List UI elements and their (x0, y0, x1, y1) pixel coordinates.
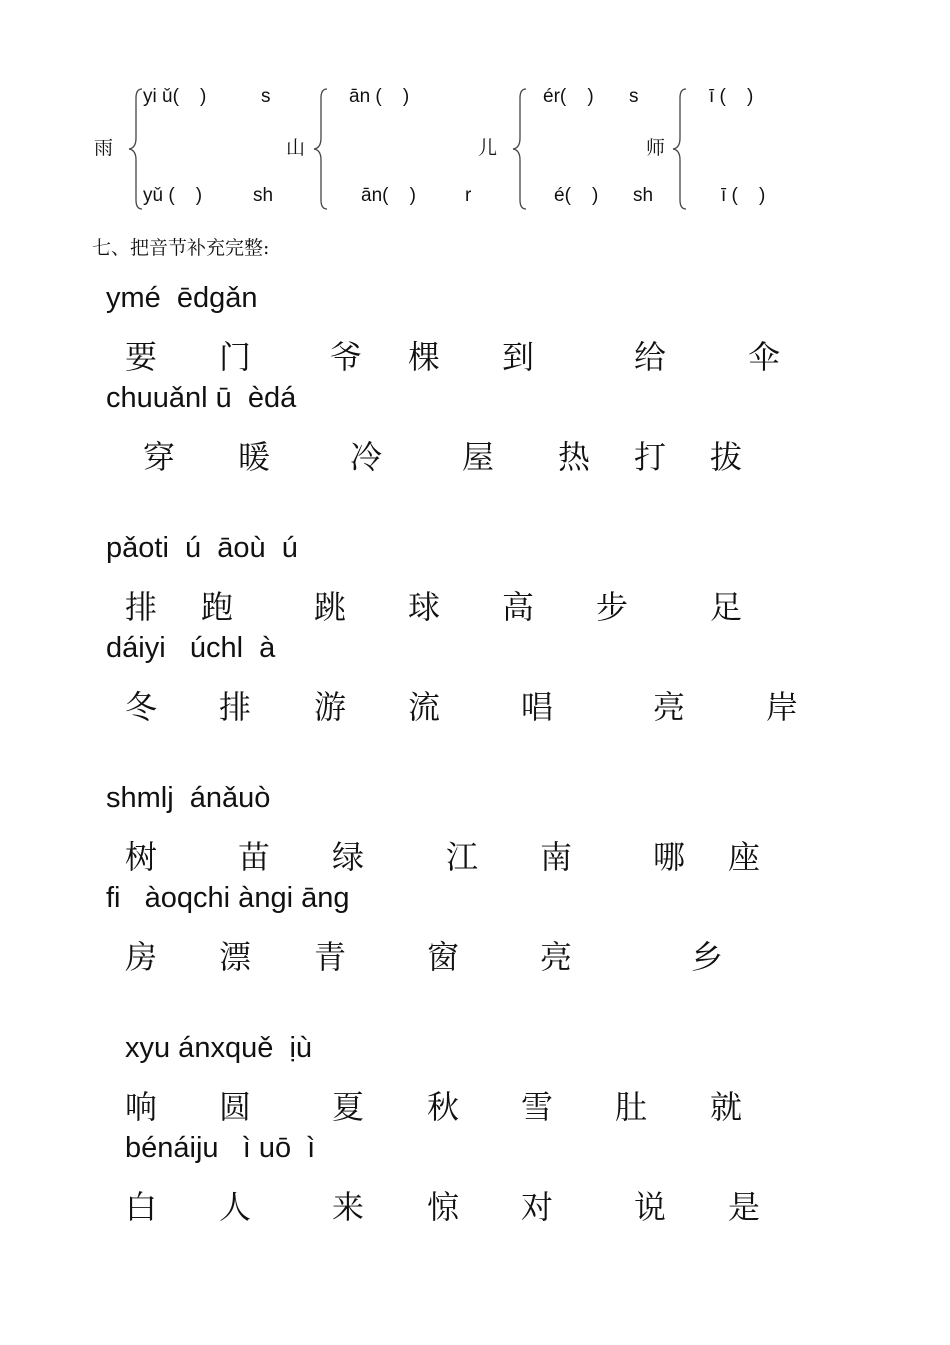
hanzi-char: 南 (540, 838, 573, 876)
hanzi-char: 苗 (238, 838, 271, 876)
hanzi-char: 拔 (710, 438, 743, 476)
brace-char-yu: 雨 (94, 137, 114, 159)
hanzi-char: 惊 (427, 1188, 460, 1226)
hanzi-char: 打 (634, 438, 667, 476)
hanzi-char: 座 (728, 838, 761, 876)
brace-top-er: ér( ) (543, 86, 594, 107)
hanzi-char: 乡 (691, 938, 724, 976)
hanzi-char: 说 (634, 1188, 667, 1226)
brace-top-i: ī ( ) (709, 86, 754, 107)
hanzi-char: 冷 (350, 438, 383, 476)
brace-top-yu: yi ǔ( ) (143, 86, 207, 107)
hanzi-char: 排 (125, 588, 158, 626)
hanzi-char: 球 (408, 588, 441, 626)
hanzi-char: 伞 (748, 338, 781, 376)
hanzi-char: 跑 (201, 588, 234, 626)
hanzi-char: 到 (502, 338, 535, 376)
hanzi-char: 亮 (653, 688, 686, 726)
hanzi-char: 窗 (427, 938, 460, 976)
hanzi-char: 棵 (408, 338, 441, 376)
hanzi-char: 树 (125, 838, 158, 876)
brace-char-shan: 山 (286, 137, 306, 159)
hanzi-char: 秋 (427, 1088, 460, 1126)
hanzi-char: 高 (502, 588, 535, 626)
hanzi-char: 跳 (314, 588, 347, 626)
pinyin-line: ymé ēdgǎn (106, 282, 258, 314)
hanzi-char: 游 (314, 688, 347, 726)
hanzi-char: 爷 (330, 338, 363, 376)
hanzi-char: 热 (558, 438, 591, 476)
hanzi-char: 排 (219, 688, 252, 726)
brace-char-er: 儿 (478, 137, 498, 159)
pinyin-line: fi àoqchi àngi āng (106, 882, 350, 914)
brace-top-s: s (261, 86, 271, 107)
pinyin-line: xyu ánxquě ịù (125, 1032, 313, 1064)
brace-bottom-i: ī ( ) (721, 185, 766, 206)
pinyin-line: shmlj ánǎuò (106, 782, 271, 814)
curly-brace-icon (311, 86, 331, 212)
hanzi-char: 步 (596, 588, 629, 626)
hanzi-char: 圆 (219, 1088, 252, 1126)
hanzi-char: 房 (125, 938, 158, 976)
pinyin-line: bénáiju ì uō ì (125, 1132, 316, 1164)
hanzi-char: 夏 (332, 1088, 365, 1126)
hanzi-char: 是 (728, 1188, 761, 1226)
hanzi-char: 穿 (143, 438, 176, 476)
hanzi-char: 屋 (462, 438, 495, 476)
curly-brace-icon (510, 86, 530, 212)
hanzi-char: 漂 (219, 938, 252, 976)
hanzi-char: 亮 (540, 938, 573, 976)
brace-char-shi: 师 (646, 137, 666, 159)
hanzi-char: 白 (125, 1188, 158, 1226)
pinyin-line: chuuǎnl ū èdá (106, 382, 297, 414)
hanzi-char: 响 (125, 1088, 158, 1126)
pinyin-line: pǎoti ú āoù ú (106, 532, 298, 564)
brace-bottom-yu: yǔ ( ) (143, 185, 203, 206)
hanzi-char: 暖 (238, 438, 271, 476)
brace-bottom-an: ān( ) (361, 185, 416, 206)
hanzi-char: 门 (219, 338, 252, 376)
hanzi-char: 青 (314, 938, 347, 976)
hanzi-char: 雪 (521, 1088, 554, 1126)
brace-bottom-sh: sh (253, 185, 274, 206)
hanzi-char: 足 (710, 588, 743, 626)
hanzi-char: 绿 (332, 838, 365, 876)
brace-top-s2: s (629, 86, 639, 107)
hanzi-char: 就 (710, 1088, 743, 1126)
hanzi-char: 唱 (521, 688, 554, 726)
hanzi-char: 岸 (766, 688, 799, 726)
hanzi-char: 要 (125, 338, 158, 376)
hanzi-char: 冬 (125, 688, 158, 726)
hanzi-char: 人 (219, 1188, 252, 1226)
hanzi-char: 肚 (615, 1088, 648, 1126)
hanzi-char: 江 (446, 838, 479, 876)
brace-bottom-sh2: sh (633, 185, 654, 206)
curly-brace-icon (670, 86, 690, 212)
hanzi-char: 哪 (653, 838, 686, 876)
brace-bottom-r: r (465, 185, 472, 206)
hanzi-char: 对 (521, 1188, 554, 1226)
pinyin-line: dáiyi úchl à (106, 632, 276, 664)
section-title: 七、把音节补充完整: (92, 237, 270, 259)
hanzi-char: 流 (408, 688, 441, 726)
brace-top-an: ān ( ) (349, 86, 410, 107)
hanzi-char: 来 (332, 1188, 365, 1226)
hanzi-char: 给 (634, 338, 667, 376)
brace-bottom-e: é( ) (554, 185, 599, 206)
